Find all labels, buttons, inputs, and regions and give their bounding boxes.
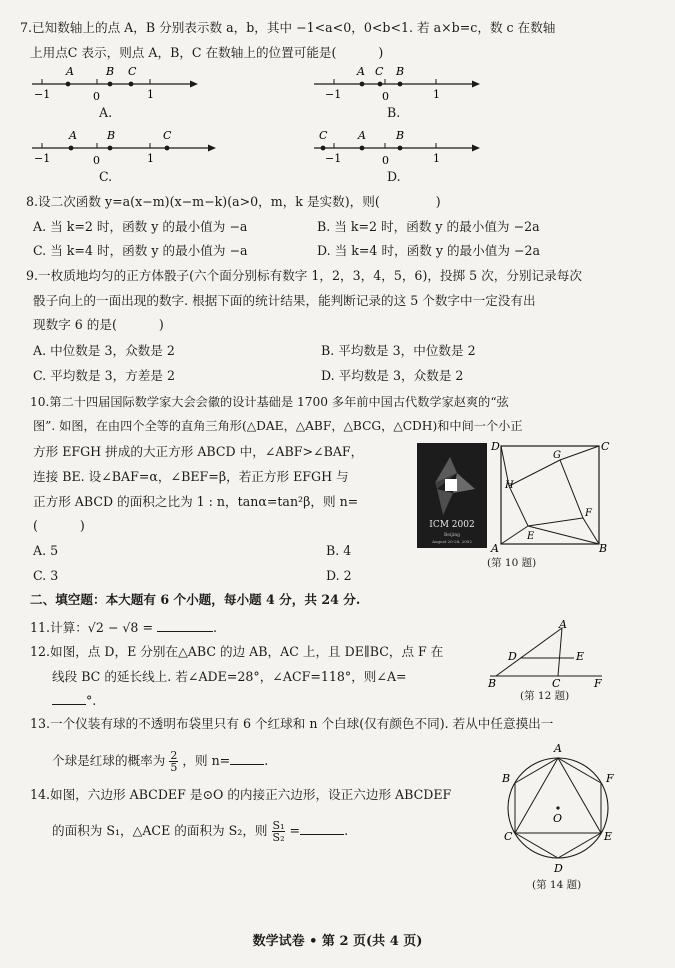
svg-text:0: 0 — [382, 90, 389, 103]
svg-text:B: B — [396, 129, 405, 142]
svg-text:1: 1 — [433, 88, 440, 101]
q10-stem-line1: 10.第二十四届国际数学家大会会徽的设计基础是 1700 多年前中国古代数学家赵爽的“弦 — [30, 395, 509, 409]
section2-heading: 二、填空题：本大题有 6 个小题，每小题 4 分，共 24 分. — [30, 592, 361, 607]
svg-text:B: B — [396, 65, 405, 78]
q14-stem-line1: 14.如图，六边形 ABCDEF 是⊙O 的内接正六边形，设正六边形 ABCDEF — [30, 787, 452, 802]
q13-stem-line1: 13.一个仪装有球的不透明布袋里只有 6 个红球和 n 个白球(仅有颜色不同). 若从中任意摸出一 — [30, 716, 554, 731]
q9-stem-line3: 现数字 6 的是( ) — [33, 317, 164, 332]
svg-text:C: C — [504, 830, 513, 843]
q9-stem-line2: 骰子向上的一面出现的数字. 根据下面的统计结果，能判断记录的这 5 个数字中一定没有出 — [33, 293, 536, 308]
pt-b: B — [106, 65, 115, 78]
q10-stem-line4: 连接 BE. 设∠BAF=α，∠BEF=β，若正方形 EFGH 与 — [33, 469, 349, 484]
q14-stem-line2: 的面积为 S₁，△ACE 的面积为 S₂，则 $\frac{\text{S₁}}{\text{S₂}}$ = . — [52, 819, 349, 844]
svg-text:B: B — [488, 677, 497, 690]
q10-stem-line6: ( ) — [33, 518, 85, 533]
svg-text:G: G — [553, 450, 561, 461]
q14-caption: (第 14 题) — [532, 879, 582, 891]
q7-option-a-label: A. — [99, 105, 113, 120]
q12-stem-line2: 线段 BC 的延长线上. 若∠ADE=28°，∠ACF=118°，则∠A= — [52, 669, 407, 684]
svg-text:H: H — [505, 480, 514, 491]
svg-text:−1: −1 — [325, 88, 342, 101]
q7-option-d-label: D. — [387, 169, 401, 184]
q8-option-a: A. 当 k=2 时，函数 y 的最小值为 −a — [33, 219, 248, 234]
q7-number-line-b — [312, 64, 482, 104]
q10-option-d: D. 2 — [326, 568, 352, 583]
svg-text:E: E — [576, 650, 585, 663]
svg-text:1: 1 — [147, 152, 154, 165]
q9-option-b: B. 平均数是 3，中位数是 2 — [321, 343, 476, 358]
q8-option-c: C. 当 k=4 时，函数 y 的最小值为 −a — [33, 243, 248, 258]
q10-option-b: B. 4 — [326, 543, 352, 558]
pinwheel-logo-icon — [417, 443, 487, 548]
q8-stem: 8.设二次函数 y=a(x−m)(x−m−k)(a>0，m，k 是实数)，则( ) — [26, 194, 441, 209]
q7-number-line-a — [30, 64, 200, 104]
q12-figure — [486, 620, 606, 692]
tick-1: 1 — [147, 88, 154, 101]
svg-text:B: B — [107, 129, 116, 142]
q10-stem-line2: 图”. 如图，在由四个全等的直角三角形(△DAE，△ABF，△BCG，△CDH)和中间一个小正 — [33, 419, 523, 433]
svg-text:0: 0 — [382, 154, 389, 167]
photo-title: ICM 2002 — [429, 520, 475, 530]
photo-city: Beijing — [443, 533, 461, 538]
svg-text:A: A — [559, 618, 567, 631]
q9-option-c: C. 平均数是 3，方差是 2 — [33, 368, 175, 383]
svg-text:C: C — [601, 440, 610, 453]
q10-stem-line5: 正方形 ABCD 的面积之比为 1 : n，tanα=tan²β，则 n= — [33, 494, 359, 509]
icm-2002-logo-photo — [417, 443, 487, 548]
svg-text:C: C — [375, 65, 384, 78]
svg-text:B: B — [599, 542, 608, 555]
svg-text:D: D — [508, 650, 517, 663]
q10-stem-line3: 方形 EFGH 拼成的大正方形 ABCD 中，∠ABF>∠BAF， — [33, 444, 364, 459]
q14-figure — [500, 740, 620, 875]
tick-neg1: −1 — [34, 88, 51, 101]
q7-stem-line2: 上用点C 表示，则点 A，B，C 在数轴上的位置可能是( ) — [30, 45, 384, 60]
q12-stem-line1: 12.如图，点 D，E 分别在△ABC 的边 AB，AC 上，且 DE∥BC，点 F 在 — [30, 644, 444, 659]
q9-option-d: D. 平均数是 3，众数是 2 — [321, 368, 464, 383]
svg-text:−1: −1 — [325, 152, 342, 165]
svg-text:0: 0 — [93, 154, 100, 167]
q12-stem-line3: °. — [52, 693, 96, 709]
svg-text:E: E — [527, 531, 535, 542]
svg-text:A: A — [554, 742, 562, 755]
svg-text:A: A — [69, 129, 77, 142]
svg-text:C: C — [163, 129, 172, 142]
q7-number-line-c — [30, 128, 220, 168]
photo-date: August 20-28, 2002 — [432, 539, 472, 544]
q13-stem-line2: 个球是红球的概率为 $\frac{2}{5}$ ，则 n= . — [52, 749, 269, 774]
tick-0: 0 — [93, 90, 100, 103]
svg-text:O: O — [553, 812, 563, 825]
svg-text:D: D — [554, 862, 563, 875]
q9-option-a: A. 中位数是 3，众数是 2 — [33, 343, 175, 358]
q10-option-c: C. 3 — [33, 568, 59, 583]
q14-fraction: $\frac{\text{S₁}}{\text{S₂}}$ — [272, 819, 285, 844]
svg-text:F: F — [606, 772, 614, 785]
svg-text:F: F — [594, 677, 602, 690]
q7-option-c-label: C. — [99, 169, 113, 184]
svg-text:C: C — [552, 677, 561, 690]
q7-number-line-d — [312, 128, 482, 168]
page-footer: 数学试卷 • 第 2 页(共 4 页) — [252, 934, 423, 949]
pt-a: A — [66, 65, 74, 78]
q9-stem-line1: 9.一枚质地均匀的正方体骰子(六个面分别标有数字 1，2，3，4，5，6)，投掷 5 次，分别记录每次 — [26, 268, 582, 283]
q11-stem: 11.计算：√2 − √8 = . — [30, 620, 218, 635]
svg-text:A: A — [357, 65, 365, 78]
svg-text:F: F — [585, 508, 592, 519]
q10-option-a: A. 5 — [33, 543, 59, 558]
q12-caption: (第 12 题) — [520, 690, 570, 702]
svg-text:A: A — [358, 129, 366, 142]
q10-caption: (第 10 题) — [487, 557, 537, 569]
svg-text:A: A — [491, 542, 499, 555]
svg-text:E: E — [604, 830, 613, 843]
pt-c: C — [128, 65, 137, 78]
svg-text:C: C — [319, 129, 328, 142]
q10-figure — [489, 436, 609, 556]
svg-text:D: D — [491, 440, 500, 453]
q7-option-b-label: B. — [387, 105, 401, 120]
q13-fraction: $\frac{2}{5}$ — [170, 749, 178, 774]
q8-option-d: D. 当 k=4 时，函数 y 的最小值为 −2a — [317, 243, 540, 258]
q7-stem-line1: 7.已知数轴上的点 A，B 分别表示数 a，b，其中 −1<a<0，0<b<1. 若 a×b=c，数 c 在数轴 — [20, 20, 556, 35]
svg-text:−1: −1 — [34, 152, 51, 165]
svg-text:B: B — [502, 772, 511, 785]
q8-option-b: B. 当 k=2 时，函数 y 的最小值为 −2a — [317, 219, 540, 234]
svg-text:1: 1 — [433, 152, 440, 165]
